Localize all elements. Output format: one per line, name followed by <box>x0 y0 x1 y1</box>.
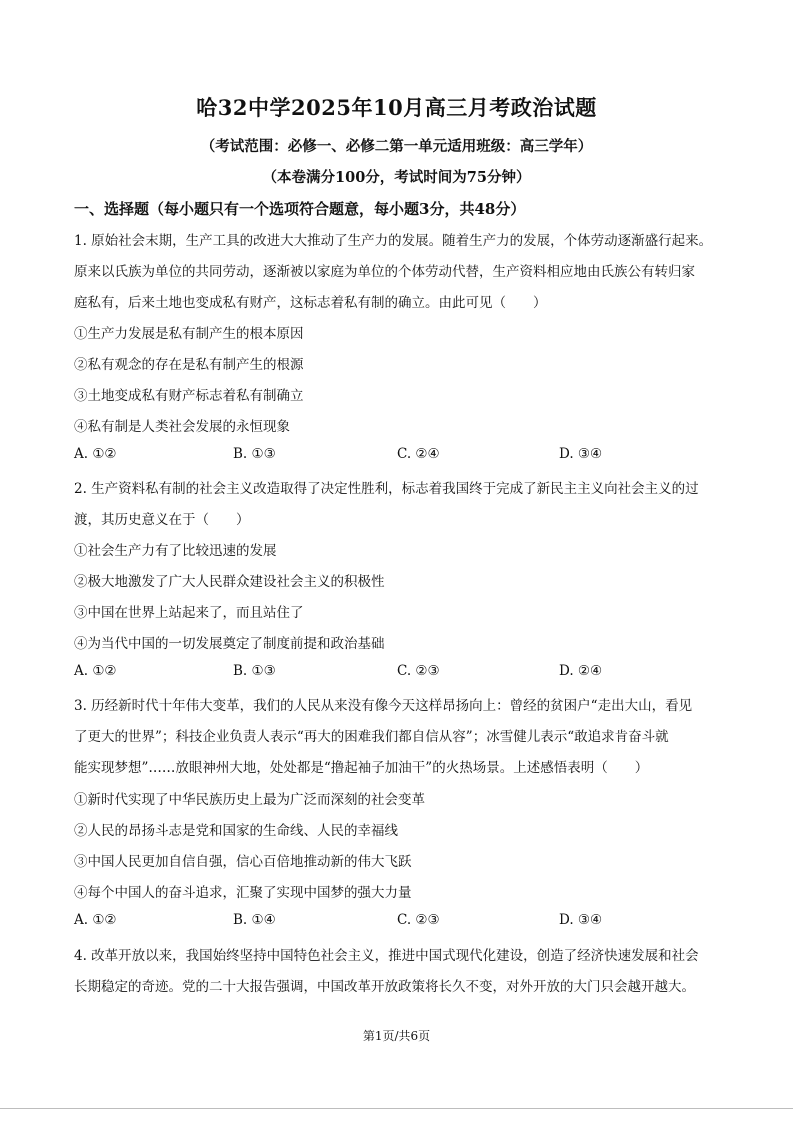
q1-option-b[interactable]: B. ①③ <box>233 446 276 462</box>
exam-scope: （考试范围：必修一、必修二第一单元适用班级：高三学年） <box>200 138 593 155</box>
q1-item: ②私有观念的存在是私有制产生的根源 <box>74 357 304 373</box>
q1-stem-line: 原来以氏族为单位的共同劳动，逐渐被以家庭为单位的个体劳动代替，生产资料相应地由氏族公有转归家 <box>74 264 695 280</box>
q1-option-d[interactable]: D. ③④ <box>559 446 603 462</box>
q3-stem-line: 3. 历经新时代十年伟大变革，我们的人民从来没有像今天这样昂扬向上：曾经的贫困户“走出大山，看见 <box>74 698 693 714</box>
q2-option-a[interactable]: A. ①② <box>74 663 117 679</box>
q3-item: ④每个中国人的奋斗追求，汇聚了实现中国梦的强大力量 <box>74 885 412 901</box>
q1-option-a[interactable]: A. ①② <box>74 446 117 462</box>
q2-option-c[interactable]: C. ②③ <box>397 663 440 679</box>
q1-item: ④私有制是人类社会发展的永恒现象 <box>74 419 290 435</box>
q2-item: ②极大地激发了广大人民群众建设社会主义的积极性 <box>74 574 385 590</box>
q4-stem-line: 4. 改革开放以来，我国始终坚持中国特色社会主义，推进中国式现代化建设，创造了经济快速发展和社会 <box>74 948 699 964</box>
q3-option-d[interactable]: D. ③④ <box>559 912 603 928</box>
q3-item: ①新时代实现了中华民族历史上最为广泛而深刻的社会变革 <box>74 792 425 808</box>
q1-item: ①生产力发展是私有制产生的根本原因 <box>74 326 304 342</box>
q3-option-c[interactable]: C. ②③ <box>397 912 440 928</box>
q2-option-d[interactable]: D. ②④ <box>559 663 603 679</box>
q2-stem-line: 2. 生产资料私有制的社会主义改造取得了决定性胜利，标志着我国终于完成了新民主主义向社会主义的过 <box>74 481 699 497</box>
q3-item: ③中国人民更加自信自强，信心百倍地推动新的伟大飞跃 <box>74 854 412 870</box>
q3-item: ②人民的昂扬斗志是党和国家的生命线、人民的幸福线 <box>74 823 398 839</box>
q3-stem-line: 了更大的世界”；科技企业负责人表示“再大的困难我们都自信从容”；冰雪健儿表示“敢追求肯奋斗就 <box>74 729 669 745</box>
page-number: 第1页/共6页 <box>362 1029 431 1043</box>
page-bottom-divider <box>0 1108 793 1109</box>
q2-option-b[interactable]: B. ①③ <box>233 663 276 679</box>
q3-option-b[interactable]: B. ①④ <box>233 912 276 928</box>
q2-item: ④为当代中国的一切发展奠定了制度前提和政治基础 <box>74 636 385 652</box>
q1-item: ③土地变成私有财产标志着私有制确立 <box>74 388 304 404</box>
q4-stem-line: 长期稳定的奇迹。党的二十大报告强调，中国改革开放政策将长久不变，对外开放的大门只会越开越大。 <box>74 979 695 995</box>
exam-title: 哈32中学2025年10月高三月考政治试题 <box>196 95 597 120</box>
q3-stem-line: 能实现梦想”……放眼神州大地，处处都是“撸起袖子加油干”的火热场景。上述感悟表明（ ） <box>74 760 649 776</box>
exam-score-time: （本卷满分100分，考试时间为75分钟） <box>262 169 531 186</box>
q2-item: ①社会生产力有了比较迅速的发展 <box>74 543 277 559</box>
q1-stem-line: 1. 原始社会末期，生产工具的改进大大推动了生产力的发展。随着生产力的发展，个体劳动逐渐盛行起来。 <box>74 233 713 249</box>
section-heading-choice: 一、选择题（每小题只有一个选项符合题意，每小题3分，共48分） <box>74 200 526 218</box>
q2-item: ③中国在世界上站起来了，而且站住了 <box>74 605 304 621</box>
q2-stem-line: 渡，其历史意义在于（ ） <box>74 512 250 528</box>
q3-option-a[interactable]: A. ①② <box>74 912 117 928</box>
q1-stem-line: 庭私有，后来土地也变成私有财产，这标志着私有制的确立。由此可见（ ） <box>74 295 547 311</box>
q1-option-c[interactable]: C. ②④ <box>397 446 440 462</box>
